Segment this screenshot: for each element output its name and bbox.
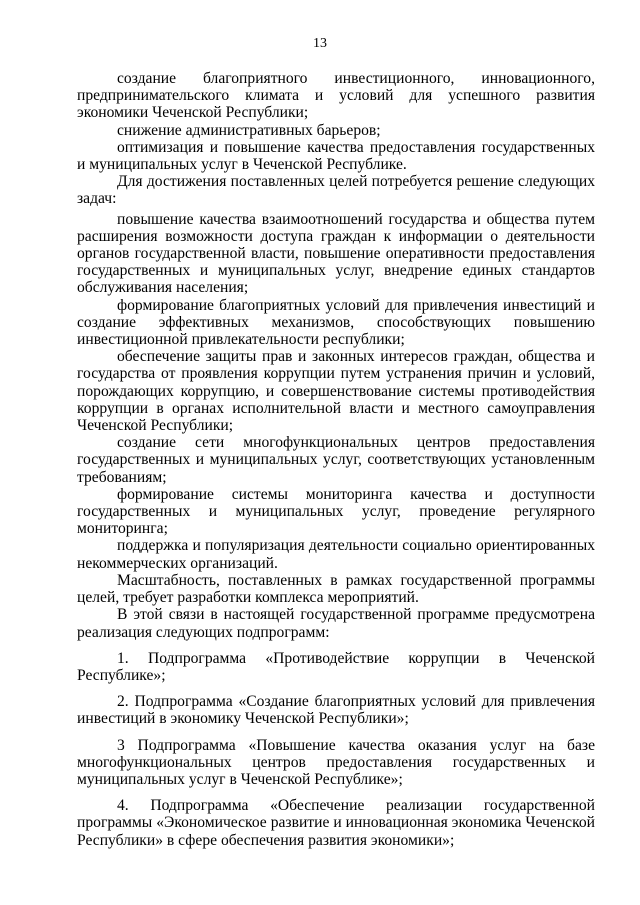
paragraph: снижение административных барьеров; (117, 121, 381, 139)
paragraph: повышение качества взаимоотношений государства и общества путем расширения возможности доступа граждан к информации о деятельности органов государственной власти, повышение оперативности предоставления государственных и муниципальных услуг, внедрение единых стандартов обслуживания населения; (77, 210, 595, 297)
document-body (77, 70, 595, 849)
subprogram-item: 1. Подпрограмма «Противодействие коррупции в Чеченской Республике»; (77, 649, 595, 684)
paragraph: Для достижения поставленных целей потребуется решение следующих задач: (77, 173, 595, 208)
paragraph: формирование благоприятных условий для привлечения инвестиций и создание эффективных механизмов, способствующих повышению инвестиционной привлекательности республики; (77, 296, 595, 349)
paragraph: обеспечение защиты прав и законных интересов граждан, общества и государства от проявления коррупции путем устранения причин и условий, порождающих коррупцию, и совершенствование системы противодействия коррупции в органах исполнительной власти и местного самоуправления Чеченской Республики; (77, 348, 595, 435)
subprogram-item: 3 Подпрограмма «Повышение качества оказания услуг на базе многофункциональных центров предоставления государственных и муниципальных услуг в Чеченской Республике»; (77, 736, 595, 788)
subprogram-item: 4. Подпрограмма «Обеспечение реализации государственной программы «Экономическое развитие и инновационная экономика Чеченской Республики» в сфере обеспечения развития экономики»; (77, 797, 595, 849)
paragraph: Масштабность, поставленных в рамках государственной программы целей, требует разработки комплекса мероприятий. (77, 571, 595, 607)
paragraph: создание благоприятного инвестиционного, инновационного, предпринимательского климата и условий для успешного развития экономики Чеченской Республики; (77, 70, 595, 122)
paragraph: В этой связи в настоящей государственной программе предусмотрена реализация следующих подпрограмм: (77, 606, 595, 641)
paragraph: создание сети многофункциональных центров предоставления государственных и муниципальных услуг, соответствующих установленным требованиям; (77, 434, 595, 486)
paragraph: оптимизация и повышение качества предоставления государственных и муниципальных услуг в Чеченской Республике. (77, 138, 595, 174)
paragraph: формирование системы мониторинга качества и доступности государственных и муниципальных услуг, проведение регулярного мониторинга; (77, 485, 595, 538)
paragraph: поддержка и популяризация деятельности социально ориентированных некоммерческих организаций. (77, 537, 595, 572)
page-number: 13 (313, 36, 327, 51)
subprogram-item: 2. Подпрограмма «Создание благоприятных условий для привлечения инвестиций в экономику Чеченской Республики»; (77, 693, 595, 728)
